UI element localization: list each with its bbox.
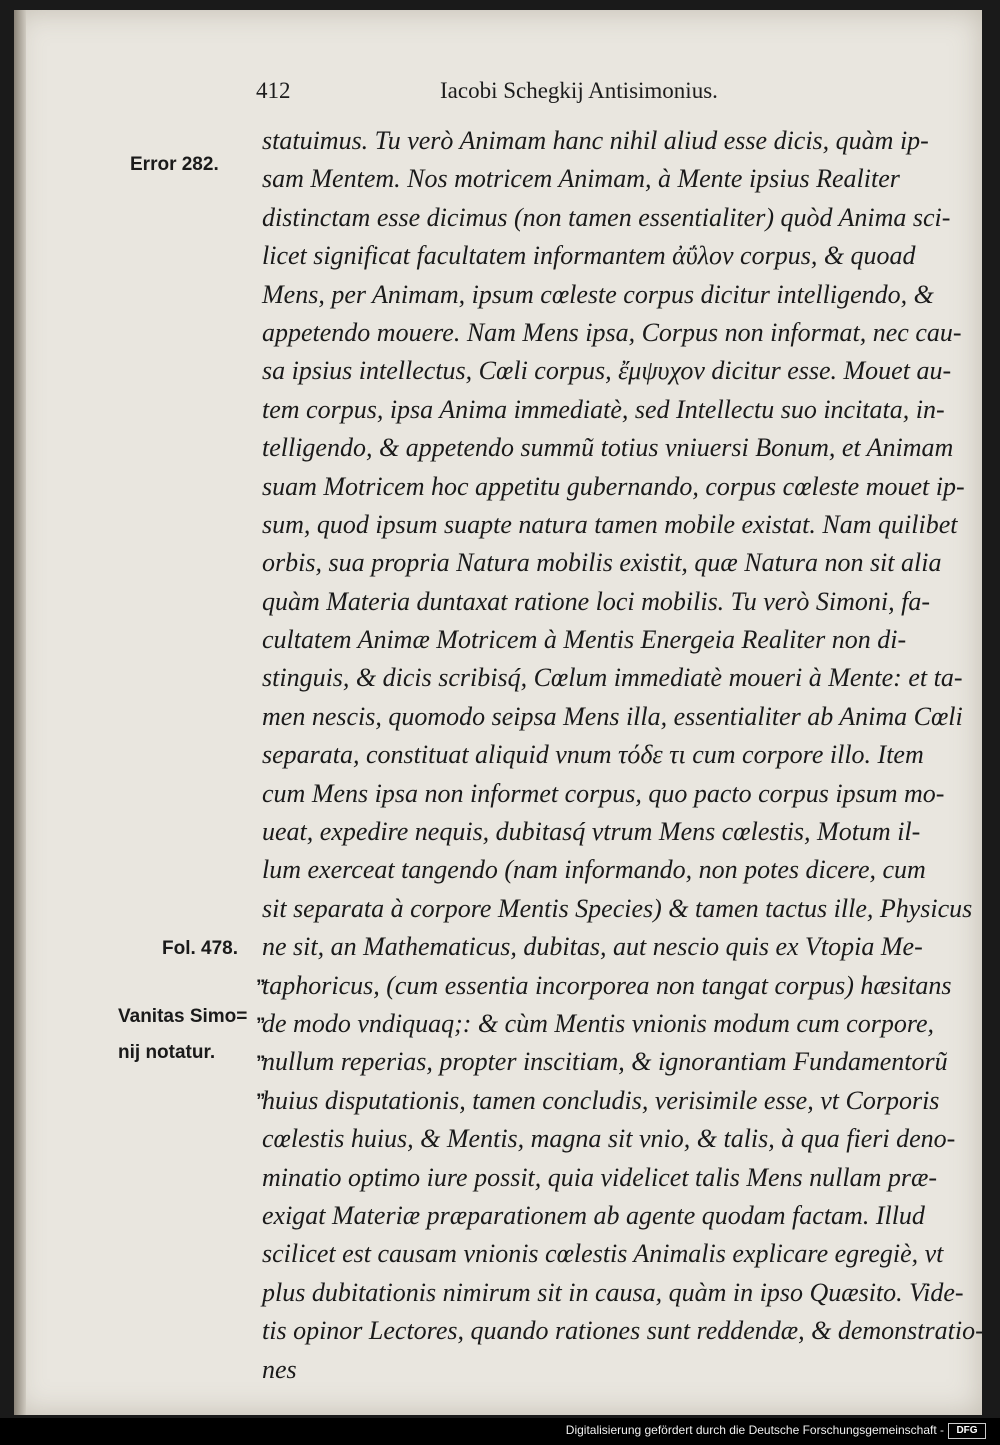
text-line: distinctam esse dicimus (non tamen essentialiter) quòd Anima sci- bbox=[262, 202, 951, 232]
text-line: tem corpus, ipsa Anima immediatè, sed Intellectu suo incitata, in- bbox=[262, 394, 945, 424]
page-gutter bbox=[14, 10, 26, 1415]
text-line: Mens, per Animam, ipsum cœleste corpus dicitur intelligendo, & bbox=[262, 279, 934, 309]
text-line: exigat Materiæ præparationem ab agente quodam factam. Illud bbox=[262, 1200, 925, 1230]
body-text bbox=[262, 122, 984, 1389]
quote-mark: „ bbox=[256, 1004, 266, 1025]
text-line: licet significat facultatem informantem ἀΰλον corpus, & quoad bbox=[262, 241, 916, 271]
text-line: scilicet est causam vnionis cœlestis Animalis explicare egregiè, vt bbox=[262, 1239, 944, 1269]
text-line: taphoricus, (cum essentia incorporea non tangat corpus) hæsitans bbox=[262, 970, 952, 1000]
text-line: plus dubitationis nimirum sit in causa, quàm in ipso Quæsito. Vide- bbox=[262, 1277, 964, 1307]
text-line: suam Motricem hoc appetitu gubernando, corpus cœleste mouet ip- bbox=[262, 471, 965, 501]
margin-note-vanitas: nij notatur. bbox=[118, 1042, 216, 1063]
text-line: nullum reperias, propter inscitiam, & ignorantiam Fundamentorũ bbox=[262, 1047, 948, 1077]
text-line: men nescis, quomodo seipsa Mens illa, essentialiter ab Anima Cœli bbox=[262, 701, 963, 731]
quote-mark: „ bbox=[256, 1042, 266, 1063]
footer-bar bbox=[0, 1418, 1000, 1445]
text-line: nes bbox=[262, 1354, 297, 1384]
running-title: Iacobi Schegkij Antisimonius. bbox=[440, 78, 718, 103]
quote-mark: „ bbox=[256, 966, 266, 987]
text-line: huius disputationis, tamen concludis, verisimile esse, vt Corporis bbox=[262, 1085, 940, 1115]
dfg-logo: DFG bbox=[948, 1423, 986, 1439]
text-line: sum, quod ipsum suapte natura tamen mobile existat. Nam quilibet bbox=[262, 509, 958, 539]
footer-credit: Digitalisierung gefördert durch die Deutsche Forschungsgemeinschaft - bbox=[565, 1423, 944, 1437]
text-line: cum Mens ipsa non informet corpus, quo pacto corpus ipsum mo- bbox=[262, 778, 945, 808]
text-line: de modo vndiquaq;: & cùm Mentis vnionis modum cum corpore, bbox=[262, 1008, 935, 1038]
text-line: statuimus. Tu verò Animam hanc nihil aliud esse dicis, quàm ip- bbox=[262, 126, 929, 155]
text-line: cultatem Animæ Motricem à Mentis Energeia Realiter non di- bbox=[262, 625, 907, 655]
text-line: appetendo mouere. Nam Mens ipsa, Corpus non informat, nec cau- bbox=[262, 317, 962, 347]
text-line: orbis, sua propria Natura mobilis existit, quæ Natura non sit alia bbox=[262, 548, 942, 578]
text-line: minatio optimo iure possit, quia videlicet talis Mens nullam præ- bbox=[262, 1162, 937, 1192]
text-line: stinguis, & dicis scribisq́, Cœlum immediatè moueri à Mente: et ta- bbox=[262, 663, 963, 693]
text-line: ne sit, an Mathematicus, dubitas, aut nescio quis ex Vtopia Me- bbox=[262, 932, 923, 962]
text-line: separata, constituat aliquid vnum τόδε τι cum corpore illo. Item bbox=[262, 740, 924, 770]
text-line: telligendo, & appetendo summũ totius vniuersi Bonum, et Animam bbox=[262, 433, 954, 463]
text-line: sa ipsius intellectus, Cœli corpus, ἔμψυχον dicitur esse. Mouet au- bbox=[262, 356, 952, 386]
margin-note-folio: Fol. 478. bbox=[162, 938, 239, 959]
text-line: sam Mentem. Nos motricem Animam, à Mente ipsius Realiter bbox=[262, 164, 900, 194]
text-line: quàm Materia duntaxat ratione loci mobilis. Tu verò Simoni, fa- bbox=[262, 586, 931, 616]
text-line: tis opinor Lectores, quando rationes sunt reddendæ, & demonstratio- bbox=[262, 1316, 984, 1346]
text-line: ueat, expedire nequis, dubitasq́ vtrum Mens cœlestis, Motum il- bbox=[262, 817, 921, 847]
margin-note-vanitas: Vanitas Simo= bbox=[118, 1006, 248, 1027]
quote-mark: „ bbox=[256, 1080, 266, 1101]
text-line: lum exerceat tangendo (nam informando, non potes dicere, cum bbox=[262, 855, 926, 885]
page-number: 412 bbox=[256, 78, 291, 103]
margin-note-error: Error 282. bbox=[130, 154, 219, 175]
text-line: cœlestis huius, & Mentis, magna sit vnio, & talis, à qua fieri deno- bbox=[262, 1124, 956, 1154]
text-line: sit separata à corpore Mentis Species) & tamen tactus ille, Physicus bbox=[262, 893, 973, 923]
